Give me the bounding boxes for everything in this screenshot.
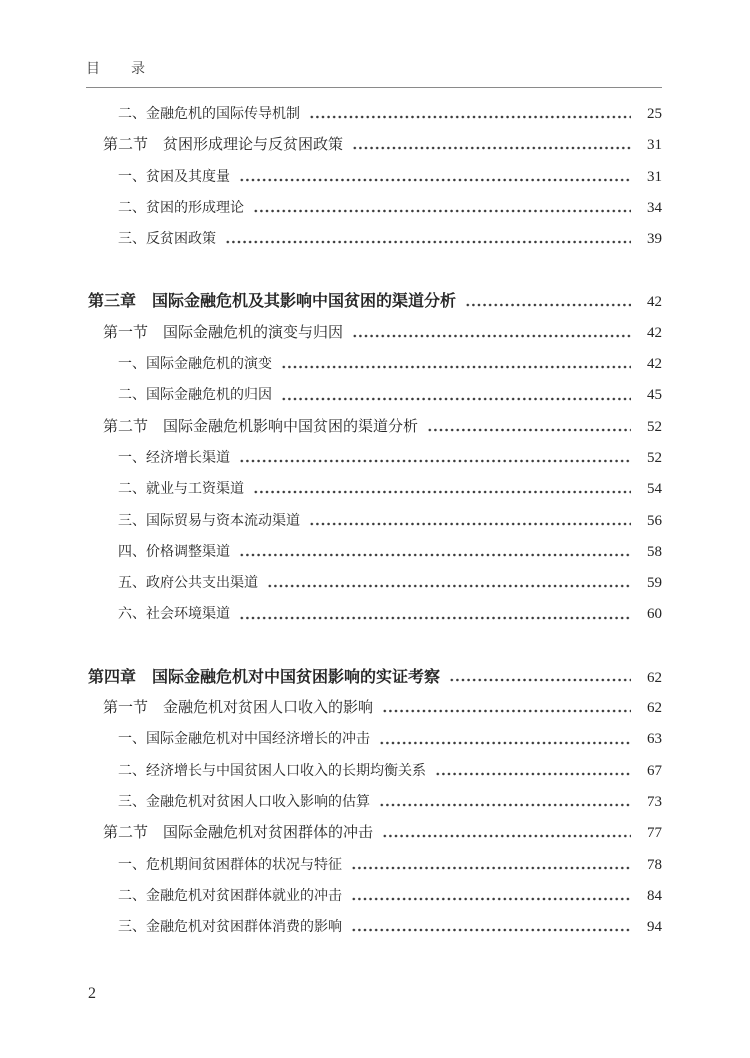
toc-entry-page: 34 [647,199,662,216]
toc-entry-label: 二、金融危机的国际传导机制 [118,107,300,122]
toc-entry [88,443,662,474]
dot-leader [267,568,631,599]
toc-entry-label: 六、社会环境渠道 [118,607,230,623]
dot-leader [253,474,631,505]
page-footer [88,985,96,1003]
toc-entry-page: 42 [647,324,662,341]
footer-page-number: 2 [88,985,96,1002]
toc-entry [88,193,662,224]
toc-entry-label: 一、经济增长渠道 [118,450,230,466]
toc-entry [88,380,662,411]
toc-entry-page: 59 [647,575,662,592]
dot-leader [427,412,631,443]
toc-entry-label: 四、价格调整渠道 [118,544,230,560]
dot-leader [281,349,631,380]
toc-entry-page: 67 [647,762,662,779]
dot-leader [435,756,631,787]
toc-entry-label: 一、国际金融危机对中国经济增长的冲击 [118,732,370,748]
dot-leader [351,912,631,943]
page-header [86,58,662,88]
toc-entry [88,850,662,881]
toc-entry [88,130,662,161]
toc-entry [88,506,662,537]
toc-entry-label: 五、政府公共支出渠道 [118,576,258,592]
toc-list [88,99,662,943]
toc-entry-label: 一、国际金融危机的演变 [118,357,272,373]
toc-entry-label: 三、金融危机对贫困人口收入影响的估算 [118,794,370,810]
toc-entry [88,756,662,787]
toc-entry [88,881,662,912]
toc-entry-page: 84 [647,887,662,904]
dot-leader [281,380,631,411]
toc-entry-label: 第二节 国际金融危机对贫困群体的冲击 [103,825,374,842]
toc-entry-label: 二、金融危机对贫困群体就业的冲击 [118,888,342,904]
toc-entry-label: 第二节 贫困形成理论与反贫困政策 [103,137,344,154]
toc-entry-label: 三、反贫困政策 [118,232,216,248]
toc-entry [88,787,662,818]
toc-entry-page: 54 [647,481,662,498]
dot-leader [449,662,631,693]
toc-entry-label: 第一节 金融危机对贫困人口收入的影响 [103,700,374,717]
dot-leader [239,599,631,630]
dot-leader [465,286,631,317]
toc-entry [88,318,662,349]
dot-leader [309,506,631,537]
dot-leader [352,318,631,349]
toc-entry [88,818,662,849]
toc-entry [88,693,662,724]
toc-entry-page: 62 [647,669,662,686]
dot-leader [382,818,631,849]
toc-entry [88,412,662,443]
toc-entry-page: 56 [647,512,662,529]
toc-entry [88,724,662,755]
toc-entry-page: 42 [647,294,662,311]
toc-entry-label: 第一节 国际金融危机的演变与归因 [103,324,344,341]
toc-entry-page: 63 [647,731,662,748]
toc-entry-page: 77 [647,825,662,842]
toc-entry-page: 78 [647,856,662,873]
dot-leader [351,881,631,912]
toc-entry-page: 94 [647,919,662,936]
dot-leader [379,787,631,818]
toc-entry-page: 45 [647,387,662,404]
toc-entry [88,224,662,255]
toc-entry [88,537,662,568]
toc-entry [88,349,662,380]
toc-entry-page: 42 [647,356,662,373]
toc-entry-page: 31 [647,137,662,154]
dot-leader [225,224,631,255]
toc-entry-label: 一、贫困及其度量 [118,169,230,185]
toc-entry-page: 39 [647,231,662,248]
dot-leader [351,850,631,881]
toc-entry-page: 25 [647,106,662,122]
toc-entry [88,286,662,317]
dot-leader [253,193,631,224]
dot-leader [309,99,631,130]
dot-leader [382,693,631,724]
page-header-title: 目 录 [86,62,146,77]
toc-entry-page: 73 [647,793,662,810]
toc-entry [88,99,662,130]
dot-leader [239,537,631,568]
toc-entry-page: 62 [647,700,662,717]
toc-entry-page: 60 [647,606,662,623]
toc-entry [88,162,662,193]
toc-entry-page: 58 [647,543,662,560]
toc-entry [88,912,662,943]
dot-leader [239,162,631,193]
toc-entry-page: 52 [647,418,662,435]
dot-leader [352,130,631,161]
toc-entry [88,662,662,693]
toc-entry-label: 二、贫困的形成理论 [118,200,244,216]
toc-entry-label: 第三章 国际金融危机及其影响中国贫困的渠道分析 [88,293,457,311]
toc-entry-label: 二、国际金融危机的归因 [118,388,272,404]
toc-entry [88,474,662,505]
toc-entry-page: 31 [647,168,662,185]
dot-leader [239,443,631,474]
toc-entry-label: 三、国际贸易与资本流动渠道 [118,513,300,529]
dot-leader [379,724,631,755]
toc-entry [88,599,662,630]
toc-entry-label: 二、就业与工资渠道 [118,482,244,498]
toc-entry-label: 三、金融危机对贫困群体消费的影响 [118,920,342,936]
toc-entry-label: 第二节 国际金融危机影响中国贫困的渠道分析 [103,418,419,435]
toc-entry [88,568,662,599]
toc-entry-page: 52 [647,449,662,466]
toc-entry-label: 一、危机期间贫困群体的状况与特征 [118,857,342,873]
toc-entry-label: 二、经济增长与中国贫困人口收入的长期均衡关系 [118,763,426,779]
toc-entry-label: 第四章 国际金融危机对中国贫困影响的实证考察 [88,668,441,686]
